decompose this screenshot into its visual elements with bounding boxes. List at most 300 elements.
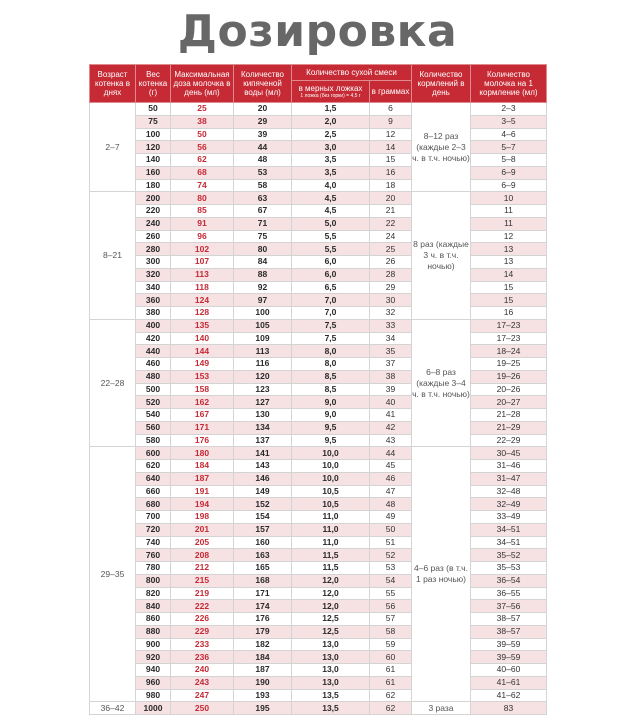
header-feeds: Количество кормлений в день xyxy=(412,65,471,103)
per-feed-cell: 21–28 xyxy=(471,409,547,422)
age-cell: 2–7 xyxy=(90,103,136,192)
max-dose-cell: 25 xyxy=(171,103,234,116)
spoons-cell: 7,0 xyxy=(292,307,370,320)
grams-cell: 28 xyxy=(370,268,412,281)
table-row xyxy=(90,460,547,473)
water-cell: 154 xyxy=(234,511,292,524)
per-feed-cell: 11 xyxy=(471,217,547,230)
table-row xyxy=(90,511,547,524)
per-feed-cell: 5–8 xyxy=(471,154,547,167)
grams-cell: 9 xyxy=(370,115,412,128)
weight-cell: 50 xyxy=(136,103,171,116)
spoons-cell: 6,0 xyxy=(292,268,370,281)
per-feed-cell: 15 xyxy=(471,294,547,307)
table-row xyxy=(90,472,547,485)
table-row xyxy=(90,600,547,613)
per-feed-cell: 14 xyxy=(471,268,547,281)
table-row xyxy=(90,294,547,307)
max-dose-cell: 201 xyxy=(171,523,234,536)
water-cell: 80 xyxy=(234,243,292,256)
weight-cell: 700 xyxy=(136,511,171,524)
spoons-cell: 1,5 xyxy=(292,103,370,116)
weight-cell: 340 xyxy=(136,281,171,294)
max-dose-cell: 50 xyxy=(171,128,234,141)
table-row xyxy=(90,319,547,332)
grams-cell: 18 xyxy=(370,179,412,192)
max-dose-cell: 102 xyxy=(171,243,234,256)
spoons-cell: 6,0 xyxy=(292,256,370,269)
per-feed-cell: 11 xyxy=(471,205,547,218)
grams-cell: 30 xyxy=(370,294,412,307)
weight-cell: 680 xyxy=(136,498,171,511)
table-row xyxy=(90,345,547,358)
table-row xyxy=(90,485,547,498)
table-row xyxy=(90,702,547,715)
grams-cell: 21 xyxy=(370,205,412,218)
weight-cell: 140 xyxy=(136,154,171,167)
grams-cell: 48 xyxy=(370,498,412,511)
spoons-cell: 11,0 xyxy=(292,536,370,549)
weight-cell: 780 xyxy=(136,562,171,575)
table-row xyxy=(90,421,547,434)
weight-cell: 260 xyxy=(136,230,171,243)
table-row xyxy=(90,587,547,600)
max-dose-cell: 91 xyxy=(171,217,234,230)
table-row xyxy=(90,664,547,677)
per-feed-cell: 83 xyxy=(471,702,547,715)
weight-cell: 760 xyxy=(136,549,171,562)
max-dose-cell: 68 xyxy=(171,166,234,179)
water-cell: 100 xyxy=(234,307,292,320)
spoons-cell: 2,0 xyxy=(292,115,370,128)
per-feed-cell: 2–3 xyxy=(471,103,547,116)
spoons-cell: 12,0 xyxy=(292,587,370,600)
spoons-cell: 11,5 xyxy=(292,562,370,575)
max-dose-cell: 162 xyxy=(171,396,234,409)
age-cell: 36–42 xyxy=(90,702,136,715)
table-row xyxy=(90,205,547,218)
water-cell: 195 xyxy=(234,702,292,715)
weight-cell: 520 xyxy=(136,396,171,409)
grams-cell: 20 xyxy=(370,192,412,205)
per-feed-cell: 36–55 xyxy=(471,587,547,600)
spoons-cell: 4,5 xyxy=(292,192,370,205)
water-cell: 20 xyxy=(234,103,292,116)
water-cell: 149 xyxy=(234,485,292,498)
spoons-cell: 10,5 xyxy=(292,485,370,498)
table-row xyxy=(90,154,547,167)
weight-cell: 940 xyxy=(136,664,171,677)
water-cell: 137 xyxy=(234,434,292,447)
weight-cell: 75 xyxy=(136,115,171,128)
weight-cell: 640 xyxy=(136,472,171,485)
grams-cell: 14 xyxy=(370,141,412,154)
water-cell: 53 xyxy=(234,166,292,179)
header-max-dose: Максимальная доза молочка в день (мл) xyxy=(171,65,234,103)
water-cell: 193 xyxy=(234,689,292,702)
per-feed-cell: 10 xyxy=(471,192,547,205)
water-cell: 113 xyxy=(234,345,292,358)
spoons-cell: 3,5 xyxy=(292,166,370,179)
spoons-cell: 10,5 xyxy=(292,498,370,511)
grams-cell: 29 xyxy=(370,281,412,294)
table-row xyxy=(90,651,547,664)
table-row xyxy=(90,332,547,345)
max-dose-cell: 124 xyxy=(171,294,234,307)
spoons-cell: 13,5 xyxy=(292,702,370,715)
water-cell: 48 xyxy=(234,154,292,167)
weight-cell: 620 xyxy=(136,460,171,473)
weight-cell: 100 xyxy=(136,128,171,141)
water-cell: 39 xyxy=(234,128,292,141)
grams-cell: 15 xyxy=(370,154,412,167)
weight-cell: 1000 xyxy=(136,702,171,715)
max-dose-cell: 74 xyxy=(171,179,234,192)
table-row xyxy=(90,676,547,689)
per-feed-cell: 22–29 xyxy=(471,434,547,447)
spoons-cell: 12,5 xyxy=(292,613,370,626)
header-spoons-label: в мерных ложках xyxy=(298,84,363,93)
max-dose-cell: 233 xyxy=(171,638,234,651)
per-feed-cell: 13 xyxy=(471,243,547,256)
water-cell: 58 xyxy=(234,179,292,192)
table-row xyxy=(90,192,547,205)
header-grams: в граммах xyxy=(370,81,412,103)
water-cell: 123 xyxy=(234,383,292,396)
water-cell: 127 xyxy=(234,396,292,409)
weight-cell: 120 xyxy=(136,141,171,154)
table-row xyxy=(90,179,547,192)
spoons-cell: 8,0 xyxy=(292,345,370,358)
per-feed-cell: 19–26 xyxy=(471,370,547,383)
per-feed-cell: 34–51 xyxy=(471,523,547,536)
water-cell: 120 xyxy=(234,370,292,383)
weight-cell: 280 xyxy=(136,243,171,256)
spoons-cell: 3,0 xyxy=(292,141,370,154)
max-dose-cell: 85 xyxy=(171,205,234,218)
per-feed-cell: 38–57 xyxy=(471,625,547,638)
grams-cell: 59 xyxy=(370,638,412,651)
per-feed-cell: 30–45 xyxy=(471,447,547,460)
water-cell: 71 xyxy=(234,217,292,230)
per-feed-cell: 6–9 xyxy=(471,166,547,179)
feeds-cell: 3 раза xyxy=(412,702,471,715)
weight-cell: 920 xyxy=(136,651,171,664)
grams-cell: 35 xyxy=(370,345,412,358)
header-spoons-note: 1 ложка (без горки) = 4,5 г xyxy=(300,93,361,99)
table-row xyxy=(90,141,547,154)
max-dose-cell: 153 xyxy=(171,370,234,383)
per-feed-cell: 18–24 xyxy=(471,345,547,358)
table-row xyxy=(90,243,547,256)
max-dose-cell: 144 xyxy=(171,345,234,358)
table-row xyxy=(90,307,547,320)
weight-cell: 900 xyxy=(136,638,171,651)
grams-cell: 37 xyxy=(370,358,412,371)
grams-cell: 41 xyxy=(370,409,412,422)
grams-cell: 50 xyxy=(370,523,412,536)
water-cell: 67 xyxy=(234,205,292,218)
per-feed-cell: 33–49 xyxy=(471,511,547,524)
table-row xyxy=(90,498,547,511)
grams-cell: 32 xyxy=(370,307,412,320)
weight-cell: 320 xyxy=(136,268,171,281)
header-per-feed: Количество молочка на 1 кормление (мл) xyxy=(471,65,547,103)
max-dose-cell: 38 xyxy=(171,115,234,128)
water-cell: 174 xyxy=(234,600,292,613)
weight-cell: 480 xyxy=(136,370,171,383)
age-cell: 22–28 xyxy=(90,319,136,447)
max-dose-cell: 205 xyxy=(171,536,234,549)
weight-cell: 880 xyxy=(136,625,171,638)
water-cell: 184 xyxy=(234,651,292,664)
per-feed-cell: 16 xyxy=(471,307,547,320)
per-feed-cell: 4–6 xyxy=(471,128,547,141)
header-age: Возраст котенка в днях xyxy=(90,65,136,103)
weight-cell: 960 xyxy=(136,676,171,689)
per-feed-cell: 38–57 xyxy=(471,613,547,626)
water-cell: 190 xyxy=(234,676,292,689)
water-cell: 176 xyxy=(234,613,292,626)
water-cell: 63 xyxy=(234,192,292,205)
weight-cell: 580 xyxy=(136,434,171,447)
grams-cell: 33 xyxy=(370,319,412,332)
spoons-cell: 9,5 xyxy=(292,421,370,434)
max-dose-cell: 167 xyxy=(171,409,234,422)
spoons-cell: 2,5 xyxy=(292,128,370,141)
per-feed-cell: 17–23 xyxy=(471,332,547,345)
per-feed-cell: 12 xyxy=(471,230,547,243)
table-row xyxy=(90,523,547,536)
water-cell: 143 xyxy=(234,460,292,473)
per-feed-cell: 41–61 xyxy=(471,676,547,689)
max-dose-cell: 250 xyxy=(171,702,234,715)
water-cell: 97 xyxy=(234,294,292,307)
max-dose-cell: 208 xyxy=(171,549,234,562)
max-dose-cell: 176 xyxy=(171,434,234,447)
grams-cell: 43 xyxy=(370,434,412,447)
spoons-cell: 5,5 xyxy=(292,230,370,243)
spoons-cell: 13,0 xyxy=(292,651,370,664)
spoons-cell: 13,0 xyxy=(292,676,370,689)
max-dose-cell: 180 xyxy=(171,447,234,460)
weight-cell: 180 xyxy=(136,179,171,192)
per-feed-cell: 6–9 xyxy=(471,179,547,192)
per-feed-cell: 15 xyxy=(471,281,547,294)
grams-cell: 52 xyxy=(370,549,412,562)
grams-cell: 22 xyxy=(370,217,412,230)
grams-cell: 44 xyxy=(370,447,412,460)
grams-cell: 39 xyxy=(370,383,412,396)
max-dose-cell: 56 xyxy=(171,141,234,154)
table-row xyxy=(90,281,547,294)
max-dose-cell: 243 xyxy=(171,676,234,689)
feeds-cell: 4–6 раз (в т.ч. 1 раз ночью) xyxy=(412,447,471,702)
table-row xyxy=(90,396,547,409)
max-dose-cell: 215 xyxy=(171,574,234,587)
water-cell: 141 xyxy=(234,447,292,460)
header-weight: Вес котенка (г) xyxy=(136,65,171,103)
max-dose-cell: 62 xyxy=(171,154,234,167)
max-dose-cell: 187 xyxy=(171,472,234,485)
spoons-cell: 5,0 xyxy=(292,217,370,230)
table-row xyxy=(90,434,547,447)
table-row xyxy=(90,574,547,587)
max-dose-cell: 240 xyxy=(171,664,234,677)
max-dose-cell: 118 xyxy=(171,281,234,294)
spoons-cell: 8,5 xyxy=(292,383,370,396)
per-feed-cell: 5–7 xyxy=(471,141,547,154)
grams-cell: 34 xyxy=(370,332,412,345)
max-dose-cell: 212 xyxy=(171,562,234,575)
table-row xyxy=(90,230,547,243)
weight-cell: 600 xyxy=(136,447,171,460)
per-feed-cell: 37–56 xyxy=(471,600,547,613)
weight-cell: 240 xyxy=(136,217,171,230)
grams-cell: 54 xyxy=(370,574,412,587)
per-feed-cell: 31–46 xyxy=(471,460,547,473)
weight-cell: 200 xyxy=(136,192,171,205)
weight-cell: 540 xyxy=(136,409,171,422)
max-dose-cell: 222 xyxy=(171,600,234,613)
water-cell: 75 xyxy=(234,230,292,243)
max-dose-cell: 184 xyxy=(171,460,234,473)
per-feed-cell: 20–26 xyxy=(471,383,547,396)
grams-cell: 12 xyxy=(370,128,412,141)
max-dose-cell: 80 xyxy=(171,192,234,205)
spoons-cell: 7,5 xyxy=(292,332,370,345)
grams-cell: 6 xyxy=(370,103,412,116)
grams-cell: 51 xyxy=(370,536,412,549)
water-cell: 105 xyxy=(234,319,292,332)
weight-cell: 360 xyxy=(136,294,171,307)
per-feed-cell: 34–51 xyxy=(471,536,547,549)
spoons-cell: 12,0 xyxy=(292,600,370,613)
table-row xyxy=(90,103,547,116)
table-row xyxy=(90,115,547,128)
weight-cell: 160 xyxy=(136,166,171,179)
weight-cell: 380 xyxy=(136,307,171,320)
feeds-cell: 8–12 раз (каждые 2–3 ч. в т.ч. ночью) xyxy=(412,103,471,192)
per-feed-cell: 20–27 xyxy=(471,396,547,409)
grams-cell: 26 xyxy=(370,256,412,269)
spoons-cell: 10,0 xyxy=(292,472,370,485)
max-dose-cell: 113 xyxy=(171,268,234,281)
max-dose-cell: 194 xyxy=(171,498,234,511)
grams-cell: 25 xyxy=(370,243,412,256)
header-water: Количество кипяченой воды (мл) xyxy=(234,65,292,103)
table-row xyxy=(90,409,547,422)
water-cell: 179 xyxy=(234,625,292,638)
table-row xyxy=(90,370,547,383)
weight-cell: 400 xyxy=(136,319,171,332)
spoons-cell: 11,0 xyxy=(292,523,370,536)
max-dose-cell: 140 xyxy=(171,332,234,345)
grams-cell: 62 xyxy=(370,702,412,715)
max-dose-cell: 135 xyxy=(171,319,234,332)
weight-cell: 220 xyxy=(136,205,171,218)
per-feed-cell: 32–49 xyxy=(471,498,547,511)
weight-cell: 860 xyxy=(136,613,171,626)
max-dose-cell: 158 xyxy=(171,383,234,396)
max-dose-cell: 107 xyxy=(171,256,234,269)
age-cell: 29–35 xyxy=(90,447,136,702)
header-dry-mix: Количество сухой смеси xyxy=(292,65,412,81)
max-dose-cell: 128 xyxy=(171,307,234,320)
table-row xyxy=(90,383,547,396)
max-dose-cell: 247 xyxy=(171,689,234,702)
per-feed-cell: 31–47 xyxy=(471,472,547,485)
per-feed-cell: 21–29 xyxy=(471,421,547,434)
spoons-cell: 9,0 xyxy=(292,396,370,409)
table-row xyxy=(90,268,547,281)
water-cell: 152 xyxy=(234,498,292,511)
spoons-cell: 9,5 xyxy=(292,434,370,447)
spoons-cell: 10,0 xyxy=(292,460,370,473)
grams-cell: 60 xyxy=(370,651,412,664)
max-dose-cell: 198 xyxy=(171,511,234,524)
grams-cell: 62 xyxy=(370,689,412,702)
grams-cell: 45 xyxy=(370,460,412,473)
per-feed-cell: 13 xyxy=(471,256,547,269)
spoons-cell: 13,0 xyxy=(292,638,370,651)
weight-cell: 840 xyxy=(136,600,171,613)
grams-cell: 61 xyxy=(370,676,412,689)
water-cell: 165 xyxy=(234,562,292,575)
weight-cell: 300 xyxy=(136,256,171,269)
spoons-cell: 11,0 xyxy=(292,511,370,524)
grams-cell: 40 xyxy=(370,396,412,409)
water-cell: 84 xyxy=(234,256,292,269)
per-feed-cell: 41–62 xyxy=(471,689,547,702)
per-feed-cell: 35–53 xyxy=(471,562,547,575)
grams-cell: 56 xyxy=(370,600,412,613)
water-cell: 168 xyxy=(234,574,292,587)
water-cell: 109 xyxy=(234,332,292,345)
table-row xyxy=(90,217,547,230)
table-row xyxy=(90,128,547,141)
per-feed-cell: 39–59 xyxy=(471,651,547,664)
water-cell: 116 xyxy=(234,358,292,371)
grams-cell: 16 xyxy=(370,166,412,179)
spoons-cell: 7,0 xyxy=(292,294,370,307)
water-cell: 146 xyxy=(234,472,292,485)
page-title: Дозировка xyxy=(177,6,458,57)
max-dose-cell: 236 xyxy=(171,651,234,664)
table-row xyxy=(90,625,547,638)
water-cell: 160 xyxy=(234,536,292,549)
per-feed-cell: 32–48 xyxy=(471,485,547,498)
per-feed-cell: 40–60 xyxy=(471,664,547,677)
water-cell: 163 xyxy=(234,549,292,562)
water-cell: 187 xyxy=(234,664,292,677)
water-cell: 182 xyxy=(234,638,292,651)
table-row xyxy=(90,549,547,562)
spoons-cell: 8,5 xyxy=(292,370,370,383)
spoons-cell: 13,5 xyxy=(292,689,370,702)
table-row xyxy=(90,166,547,179)
weight-cell: 720 xyxy=(136,523,171,536)
feeds-cell: 8 раз (каждые 3 ч. в т.ч. ночью) xyxy=(412,192,471,320)
weight-cell: 500 xyxy=(136,383,171,396)
dosage-table-body xyxy=(90,103,547,715)
age-cell: 8–21 xyxy=(90,192,136,320)
per-feed-cell: 17–23 xyxy=(471,319,547,332)
spoons-cell: 4,5 xyxy=(292,205,370,218)
weight-cell: 460 xyxy=(136,358,171,371)
grams-cell: 55 xyxy=(370,587,412,600)
water-cell: 157 xyxy=(234,523,292,536)
